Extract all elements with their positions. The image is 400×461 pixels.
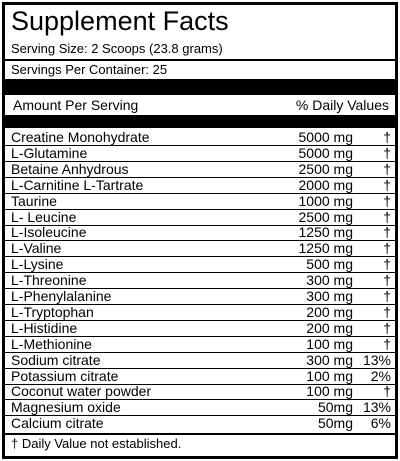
- nutrient-amount: 5000 mg: [298, 129, 353, 145]
- nutrient-daily-value: †: [383, 160, 391, 177]
- divider-bottom: [5, 433, 395, 435]
- daily-values-header: % Daily Values: [295, 97, 389, 113]
- divider: [5, 59, 395, 61]
- nutrient-name: L-Tryptophan: [11, 303, 94, 320]
- nutrient-daily-value: †: [383, 208, 391, 225]
- nutrient-amount: 300 mg: [306, 351, 353, 368]
- nutrient-amount: 200 mg: [306, 303, 353, 320]
- nutrient-row: [5, 337, 395, 353]
- nutrient-amount: 500 mg: [306, 256, 353, 273]
- nutrient-row: [5, 353, 395, 369]
- nutrient-amount: 50mg: [317, 399, 353, 416]
- nutrient-daily-value: †: [383, 272, 391, 289]
- nutrient-row: [5, 416, 395, 432]
- nutrient-name: L-Glutamine: [11, 144, 88, 161]
- nutrient-amount: 2000 mg: [298, 176, 353, 193]
- nutrient-row: [5, 241, 395, 257]
- servings-per-container: Servings Per Container: 25: [11, 62, 168, 77]
- amount-per-serving-header: Amount Per Serving: [13, 97, 139, 113]
- nutrient-row: [5, 194, 395, 210]
- nutrient-daily-value: †: [383, 383, 391, 400]
- nutrient-daily-value: †: [383, 288, 391, 304]
- nutrient-amount: 1250 mg: [298, 224, 353, 241]
- nutrient-row: [5, 162, 395, 178]
- nutrient-row: [5, 400, 395, 416]
- nutrient-name: L-Lysine: [11, 256, 64, 273]
- nutrient-row: [5, 273, 395, 289]
- nutrient-amount: 5000 mg: [298, 144, 353, 161]
- nutrient-name: Coconut water powder: [11, 383, 152, 400]
- nutrient-amount: 50mg: [317, 415, 353, 432]
- nutrient-name: L-Phenylalanine: [11, 288, 112, 304]
- nutrient-amount: 200 mg: [306, 319, 353, 336]
- nutrient-row: [5, 130, 395, 146]
- nutrient-amount: 1250 mg: [298, 240, 353, 257]
- supplement-facts-panel: [2, 2, 398, 459]
- thick-bar-mid: [5, 115, 395, 128]
- nutrient-row: [5, 384, 395, 400]
- nutrient-row: [5, 225, 395, 241]
- nutrient-amount: 2500 mg: [298, 160, 353, 177]
- nutrient-name: L-Threonine: [11, 272, 87, 289]
- nutrient-daily-value: 13%: [362, 399, 391, 416]
- nutrient-name: Creatine Monohydrate: [11, 129, 150, 145]
- panel-title: Supplement Facts: [11, 6, 229, 36]
- nutrient-amount: 100 mg: [306, 383, 353, 400]
- nutrient-amount: 2500 mg: [298, 208, 353, 225]
- nutrient-daily-value: †: [383, 256, 391, 273]
- nutrient-name: Calcium citrate: [11, 415, 104, 432]
- nutrient-name: Taurine: [11, 192, 57, 209]
- nutrient-daily-value: 13%: [362, 351, 391, 368]
- nutrient-daily-value: †: [383, 144, 391, 161]
- nutrient-daily-value: †: [383, 303, 391, 320]
- nutrient-daily-value: †: [383, 176, 391, 193]
- serving-size: Serving Size: 2 Scoops (23.8 grams): [11, 41, 223, 56]
- nutrient-name: L-Histidine: [11, 319, 78, 336]
- thick-bar-top: [5, 79, 395, 95]
- nutrient-daily-value: †: [383, 335, 391, 352]
- nutrient-row: [5, 305, 395, 321]
- nutrient-name: Sodium citrate: [11, 351, 101, 368]
- footnote: † Daily Value not established.: [11, 436, 182, 451]
- nutrient-name: Potassium citrate: [11, 367, 119, 384]
- nutrient-daily-value: †: [383, 240, 391, 257]
- nutrient-name: L-Methionine: [11, 335, 92, 352]
- nutrient-amount: 100 mg: [306, 335, 353, 352]
- nutrient-name: Betaine Anhydrous: [11, 160, 129, 177]
- nutrient-row: [5, 210, 395, 226]
- nutrient-daily-value: †: [383, 319, 391, 336]
- nutrient-row: [5, 146, 395, 162]
- nutrient-name: Magnesium oxide: [11, 399, 121, 416]
- nutrient-row: [5, 289, 395, 305]
- nutrient-name: L- Leucine: [11, 208, 77, 225]
- nutrient-row: [5, 369, 395, 385]
- nutrient-daily-value: 6%: [370, 415, 391, 432]
- nutrient-row: [5, 321, 395, 337]
- nutrient-name: L-Valine: [11, 240, 62, 257]
- nutrient-name: L-Isoleucine: [11, 224, 87, 241]
- nutrient-row: [5, 257, 395, 273]
- nutrient-amount: 300 mg: [306, 288, 353, 304]
- nutrient-amount: 1000 mg: [298, 192, 353, 209]
- nutrient-daily-value: †: [383, 192, 391, 209]
- nutrient-name: L-Carnitine L-Tartrate: [11, 176, 144, 193]
- nutrient-daily-value: 2%: [370, 367, 391, 384]
- nutrient-amount: 300 mg: [306, 272, 353, 289]
- nutrient-daily-value: †: [383, 224, 391, 241]
- nutrient-amount: 100 mg: [306, 367, 353, 384]
- nutrient-daily-value: †: [383, 129, 391, 145]
- nutrient-row: [5, 178, 395, 194]
